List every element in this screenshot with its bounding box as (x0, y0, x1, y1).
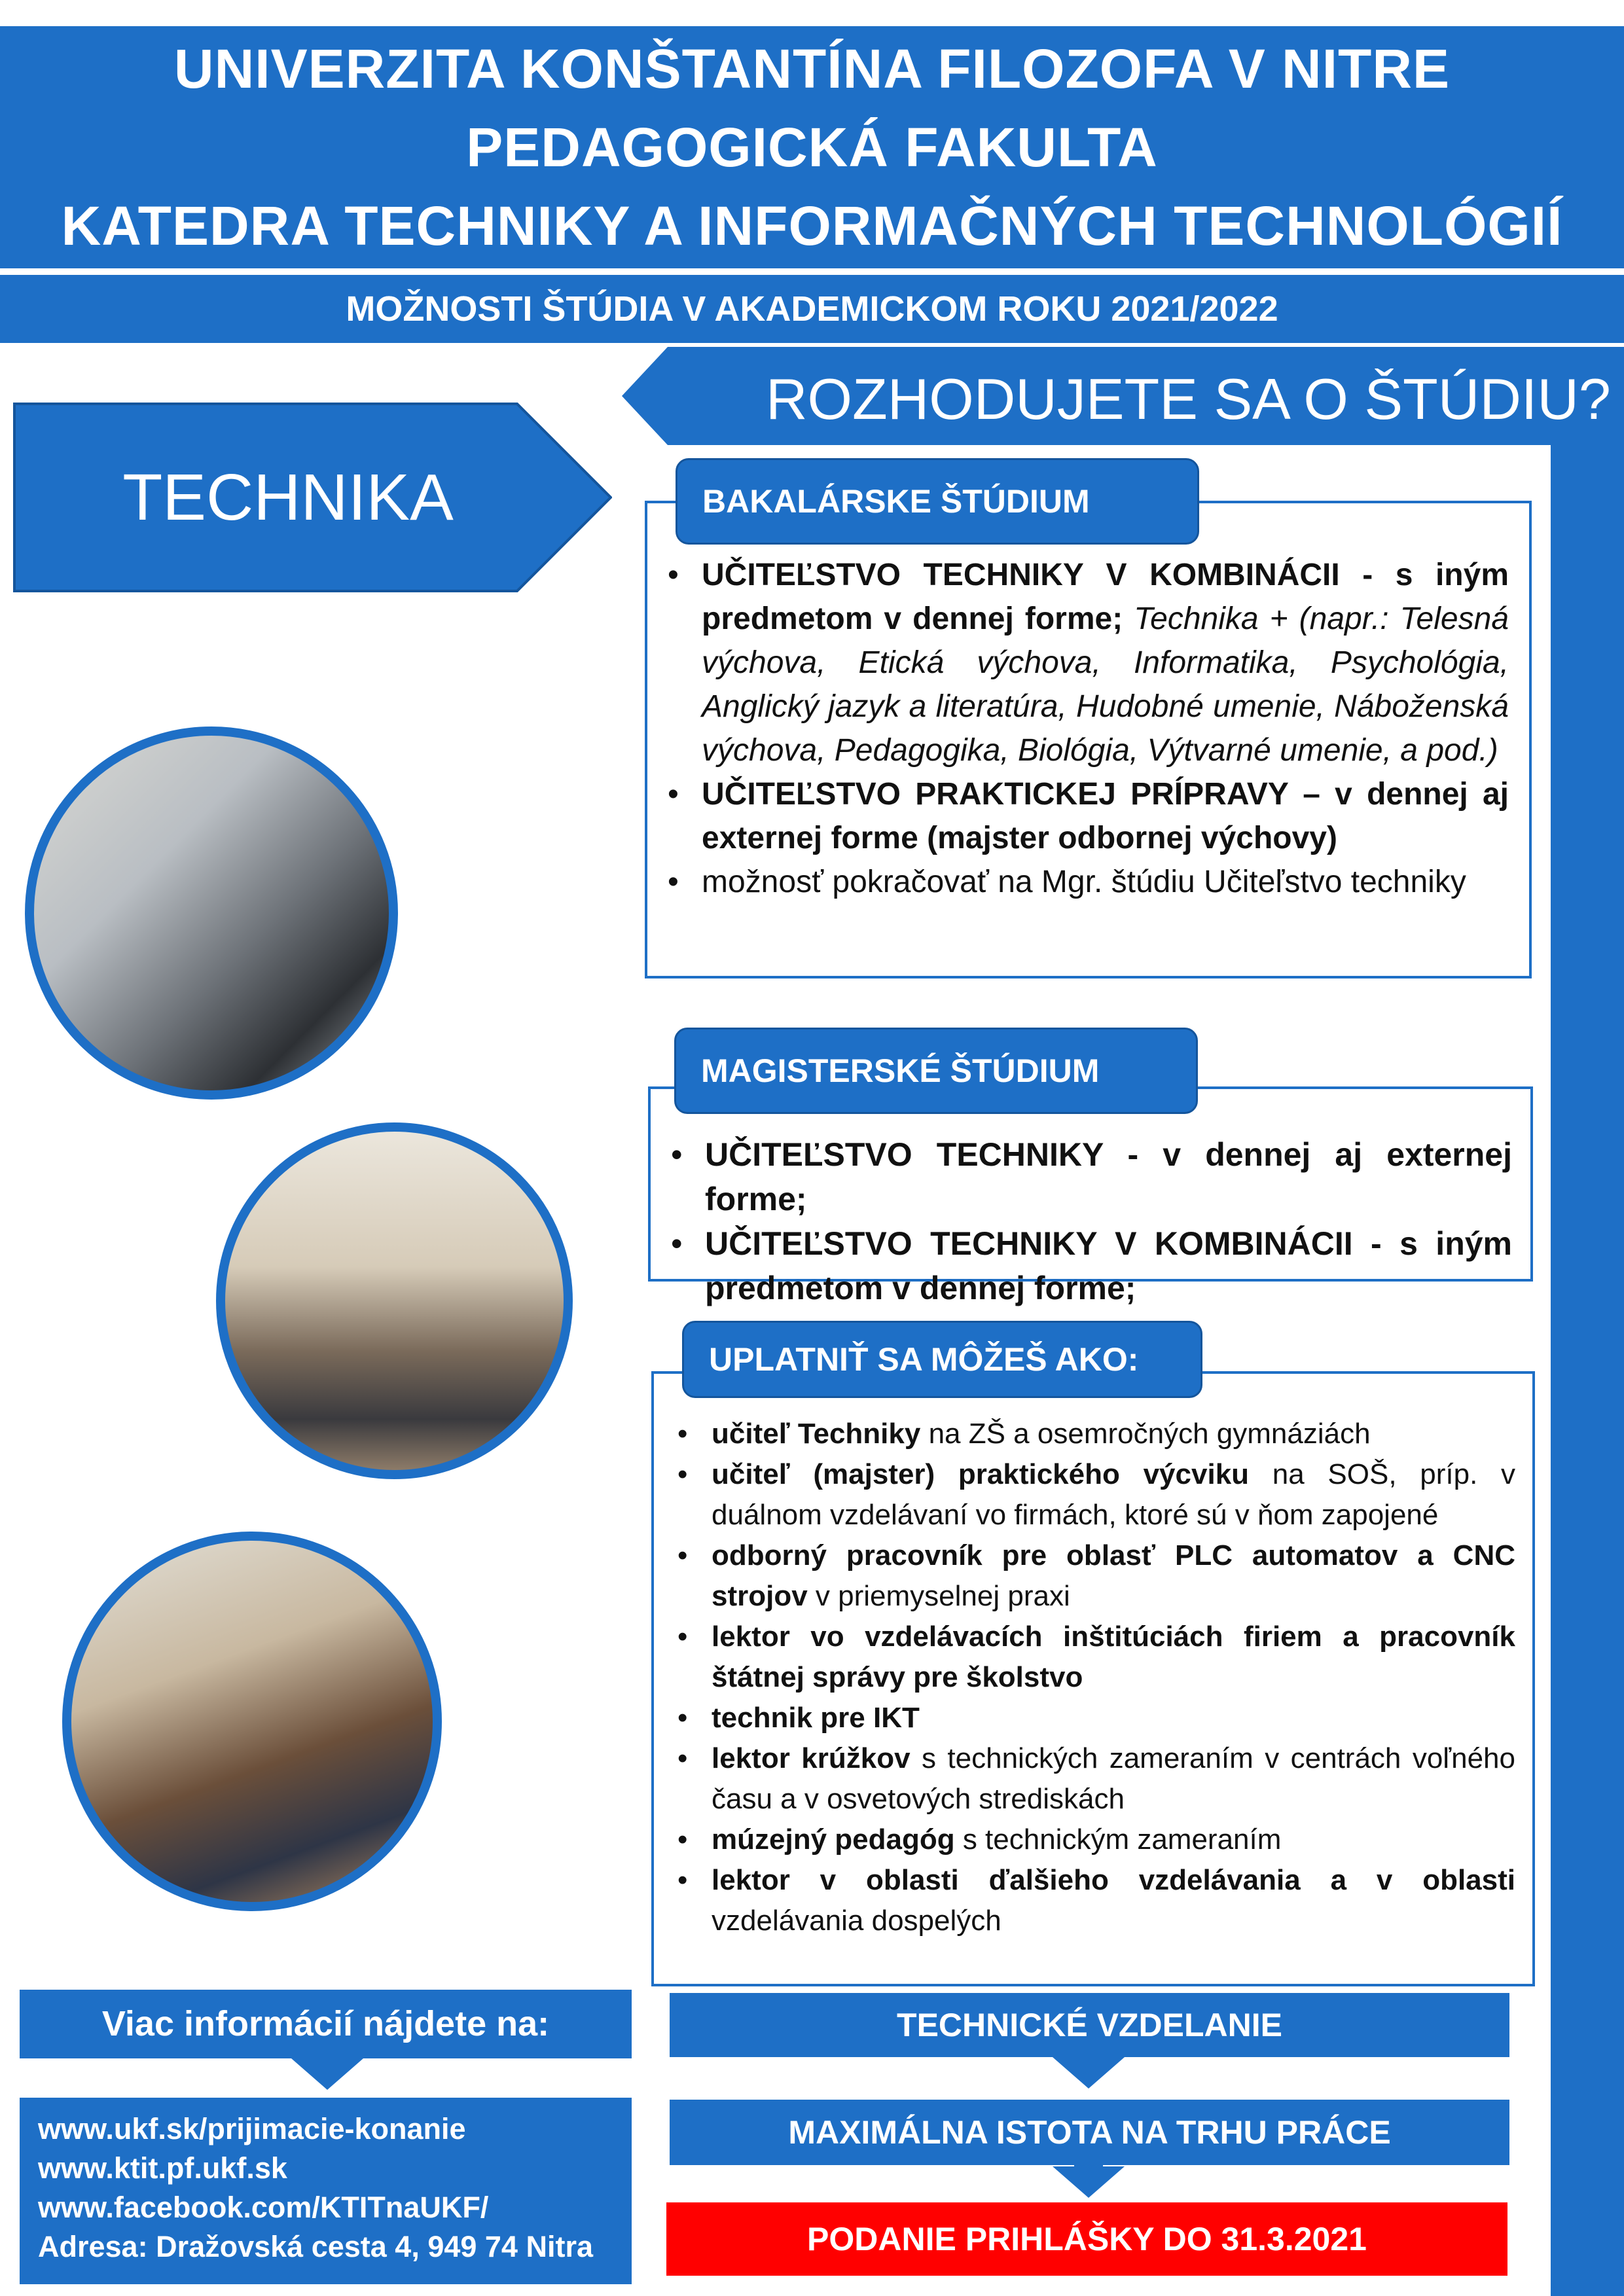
career-bold: múzejný pedagóg (712, 1823, 955, 1856)
list-item (671, 1454, 1515, 1535)
career-bold: učiteľ Techniky (712, 1418, 921, 1450)
master-section-title: MAGISTERSKÉ ŠTÚDIUM (674, 1028, 1198, 1114)
career-bold: lektor krúžkov (712, 1742, 911, 1774)
arrow-down-icon (291, 2058, 363, 2090)
list-item (671, 1738, 1515, 1820)
workshop-class-photo (62, 1532, 442, 1911)
address: Adresa: Dražovská cesta 4, 949 74 Nitra (38, 2230, 593, 2263)
list-item (661, 860, 1509, 904)
career-bold: lektor v oblasti ďalšieho vzdelávania a v oblasti (712, 1864, 1515, 1896)
list-item (661, 772, 1509, 860)
lab-equipment-photo (25, 726, 398, 1100)
list-item (671, 1535, 1515, 1617)
bachelor-item-1-italic: Technika + (napr.: Telesná výchova, Etická výchova, Informatika, Psychológia, Anglický jazyk a literatúra, Hudobné umenie, Náboženská výchova, Pedagogika, Biológia, Výtvarné umenie, a pod.) (702, 601, 1509, 768)
arrow-down-icon (1053, 2057, 1125, 2089)
arrow-down-icon (1053, 2166, 1125, 2198)
program-name: TECHNIKA (122, 461, 454, 534)
slogan-technical-education: TECHNICKÉ VZDELANIE (670, 1993, 1509, 2057)
bachelor-section-title: BAKALÁRSKE ŠTÚDIUM (676, 458, 1199, 545)
career-text: v priemyselnej praxi (807, 1580, 1070, 1612)
department-link[interactable]: www.ktit.pf.ukf.sk (38, 2151, 287, 2185)
department-name: KATEDRA TECHNIKY A INFORMAČNÝCH TECHNOLÓGIÍ (61, 195, 1563, 257)
list-item (661, 553, 1509, 772)
list-item (671, 1860, 1515, 1941)
header-banner (0, 26, 1624, 268)
career-bold: učiteľ (majster) praktického výcviku (712, 1458, 1250, 1490)
career-bold: odborný pracovník pre oblasť PLC automatov a CNC strojov (712, 1539, 1515, 1612)
list-item (671, 1617, 1515, 1698)
careers-list (671, 1414, 1515, 1941)
question-text: ROZHODUJETE SA O ŠTÚDIU? (766, 367, 1611, 431)
bachelor-item-2: UČITEĽSTVO PRAKTICKEJ PRÍPRAVY – v dennej aj externej forme (majster odbornej výchovy) (702, 777, 1509, 855)
list-item (671, 1698, 1515, 1738)
career-text: na ZŠ a osemročných gymnáziách (920, 1418, 1371, 1450)
career-text: s technickým zameraním (954, 1823, 1282, 1856)
slogan-job-security: MAXIMÁLNA ISTOTA NA TRHU PRÁCE (670, 2100, 1509, 2165)
career-bold: lektor vo vzdelávacích inštitúciách firiem a pracovník štátnej správy pre školstvo (712, 1621, 1515, 1693)
faculty-name: PEDAGOGICKÁ FAKULTA (466, 117, 1158, 178)
facebook-link[interactable]: www.facebook.com/KTITnaUKF/ (38, 2191, 489, 2224)
list-item (664, 1132, 1512, 1221)
application-deadline: PODANIE PRIHLÁŠKY DO 31.3.2021 (666, 2202, 1507, 2276)
info-heading: Viac informácií nájdete na: (20, 1990, 632, 2058)
career-text: s technických zameraním v centrách voľného času a v osvetových strediskách (712, 1742, 1515, 1815)
bachelor-item-1-bold: UČITEĽSTVO TECHNIKY V KOMBINÁCII - s iným predmetom v dennej forme; (702, 558, 1509, 636)
right-decorative-bar (1551, 439, 1624, 2296)
computer-classroom-photo (216, 1122, 573, 1479)
career-text: na SOŠ, príp. v duálnom vzdelávaní vo firmách, ktoré sú v ňom zapojené (712, 1458, 1515, 1531)
master-item-2: UČITEĽSTVO TECHNIKY V KOMBINÁCII - s iným predmetom v dennej forme; (705, 1225, 1512, 1306)
info-box (20, 2098, 632, 2284)
university-name: UNIVERZITA KONŠTANTÍNA FILOZOFA V NITRE (173, 38, 1451, 99)
careers-section-title: UPLATNIŤ SA MÔŽEŠ AKO: (682, 1321, 1202, 1398)
master-item-1: UČITEĽSTVO TECHNIKY - v dennej aj externej forme; (705, 1136, 1512, 1217)
admissions-link[interactable]: www.ukf.sk/prijimacie-konanie (38, 2112, 466, 2145)
career-text: vzdelávania dospelých (712, 1905, 1001, 1937)
master-list (664, 1132, 1512, 1310)
study-year-banner: MOŽNOSTI ŠTÚDIA V AKADEMICKOM ROKU 2021/2022 (0, 275, 1624, 343)
bachelor-list (661, 553, 1509, 904)
list-item (671, 1820, 1515, 1860)
career-bold: technik pre IKT (712, 1702, 920, 1734)
bachelor-item-3: možnosť pokračovať na Mgr. štúdiu Učiteľstvo techniky (702, 865, 1466, 899)
list-item (664, 1221, 1512, 1310)
list-item (671, 1414, 1515, 1454)
